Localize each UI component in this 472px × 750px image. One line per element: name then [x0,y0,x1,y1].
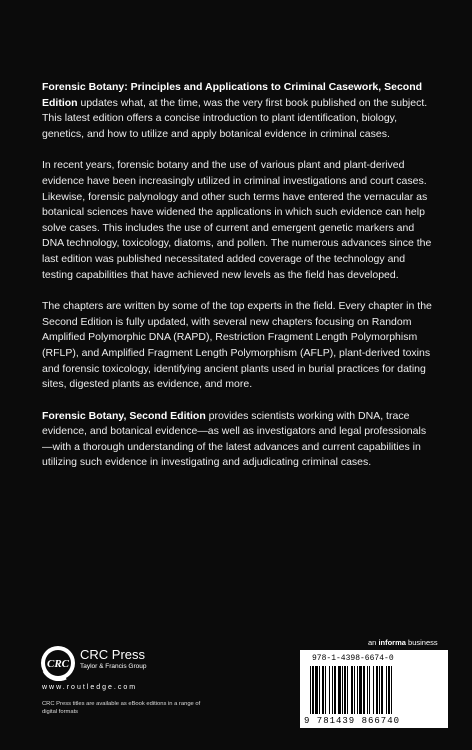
barcode-bar [359,666,362,714]
barcode-bar [354,666,355,714]
paragraph-summary [42,409,434,471]
barcode-bar [338,666,341,714]
book-title-short-bold: Forensic Botany, Second Edition [42,409,206,422]
informa-business-label [368,638,438,647]
ebook-note: CRC Press titles are available as eBook editions in a range of digital formats [42,701,201,715]
barcode-bar [367,666,368,714]
barcode-bar [329,666,330,714]
publisher-website: www.routledge.com [42,684,138,691]
barcode-bar [344,666,346,714]
informa-brand: informa [378,638,406,647]
informa-suffix: business [405,638,438,647]
ean-number: 9 781439 866740 [304,716,401,726]
publisher-group: Taylor & Francis Group [80,663,147,670]
barcode-bar [388,666,390,714]
paragraph-intro [42,80,434,142]
barcode-bars [308,666,440,716]
barcode-bar [357,666,358,714]
publisher-name: CRC Press [80,647,146,662]
paragraph-summary-text: provides scientists working with DNA, trace evidence, and botanical evidence—as well as investigators and legal professionals—with a thorough understanding of the latest advances and current capabilities in utilizing such evidence in investigating and adjudicating criminal cases. [42,409,427,469]
barcode-bar [332,666,333,714]
barcode-bar [315,666,318,714]
barcode-bar [381,666,383,714]
barcode-bar [391,666,392,714]
isbn-barcode [300,650,448,728]
barcode-bar [386,666,387,714]
crc-logo-text: CRC [46,658,70,670]
isbn-number: 978-1-4398-6674-0 [312,654,394,663]
barcode-bar [312,666,314,714]
barcode-bar [322,666,324,714]
barcode-bar [347,666,348,714]
book-title-bold: Forensic Botany: Principles and Applications to Criminal Casework, Second Edition [42,81,423,109]
barcode-bar [363,666,365,714]
barcode-bar [319,666,320,714]
paragraph-background: In recent years, forensic botany and the use of various plant and plant-derived evidence have been increasingly utilized in criminal investigations and court cases. Likewise, forensic palynology and other such terms have entered the vernacular as botanical sciences have widened the applications in which such evidence can help solve cases. This includes the use of current and emergent genetic markers and DNA technology, toxicology, diatoms, and pollen. The numerous advances since the last edition was published necessitated added coverage of the technology and testing capabilities that have achieved new levels as the field has developed. [42,159,432,281]
barcode-bar [373,666,374,714]
paragraph-chapters: The chapters are written by some of the top experts in the field. Every chapter in the Second Edition is fully updated, with several new chapters focusing on Random Amplified Polymorphic DNA (RAPD), Restriction Fragment Length Polymorphism (RFLP), and Amplified Fragment Length Polymorphism (AFLP), plant-derived toxins and forensic toxicology, identifying ancient plants used in burial practices for dating sites, digested plants as evidence, and more. [42,300,432,391]
barcode-bar [342,666,343,714]
barcode-bar [351,666,353,714]
barcode-bar [376,666,378,714]
barcode-bar [379,666,380,714]
barcode-bar [334,666,336,714]
barcode-bar [325,666,326,714]
paragraph-intro-text: updates what, at the time, was the very first book published on the subject. This latest edition offers a concise introduction to plant identification, biology, genetics, and how to utilize and apply botanical evidence in criminal cases. [42,96,428,140]
back-cover-description [42,80,434,487]
barcode-bar [310,666,311,714]
barcode-bar [369,666,370,714]
informa-prefix: an [368,638,379,647]
crc-press-logo [40,645,76,681]
